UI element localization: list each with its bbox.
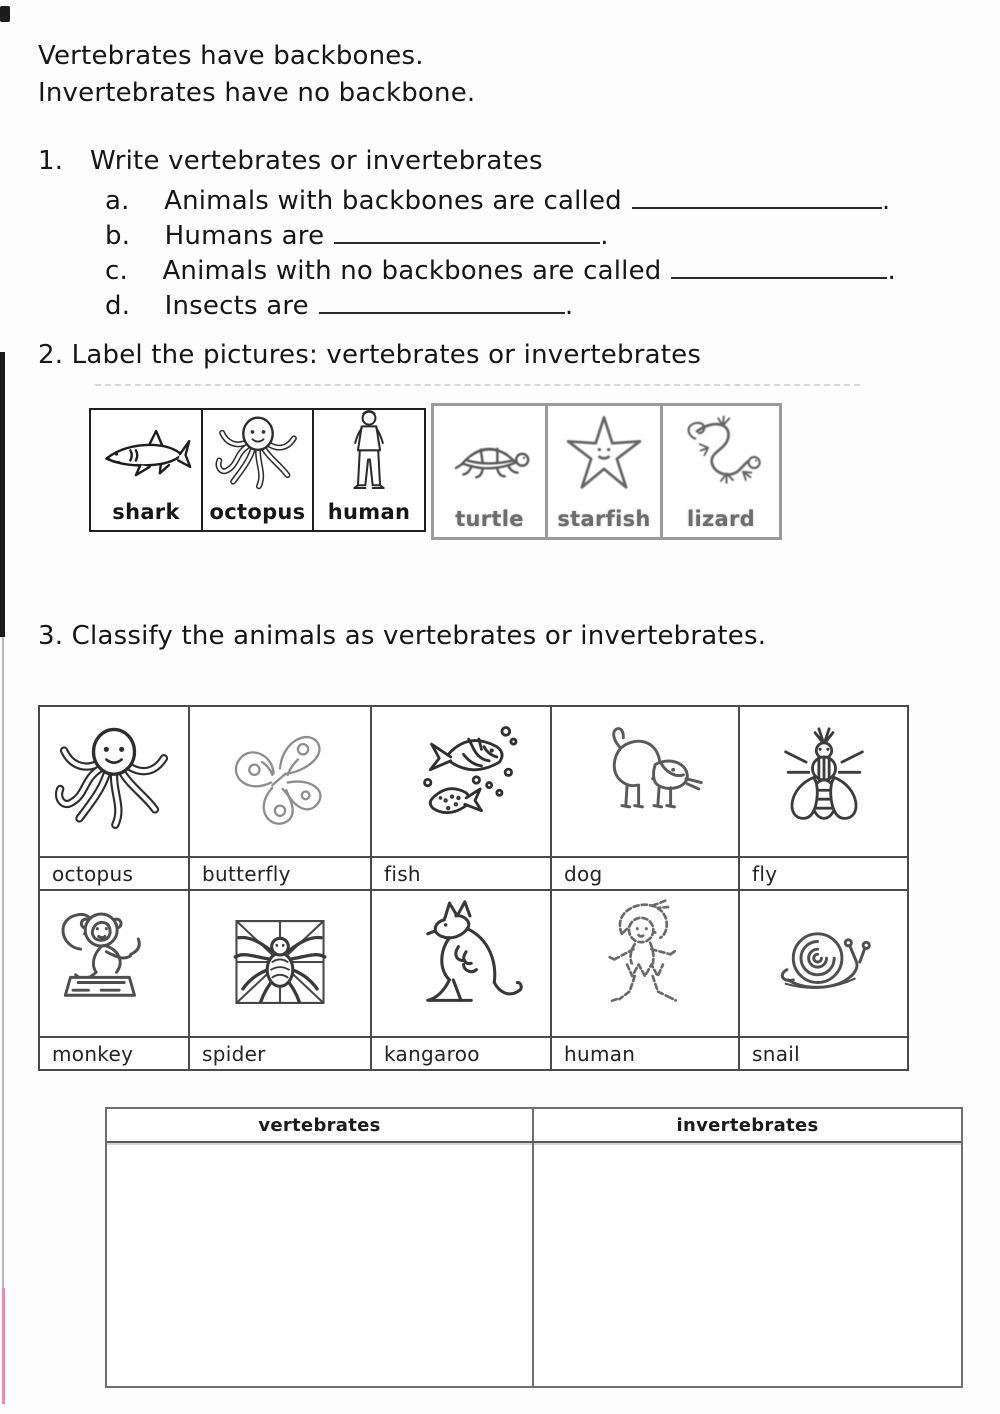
vertebrates-header: vertebrates xyxy=(107,1109,534,1141)
q3-cell-dog[interactable] xyxy=(552,707,740,858)
butterfly-icon xyxy=(216,716,344,848)
q3-cell-butterfly[interactable] xyxy=(190,707,372,858)
q2-cell-human[interactable] xyxy=(312,408,426,532)
q3-label-butterfly: butterfly xyxy=(190,858,372,891)
q1-item-a xyxy=(105,181,890,216)
q3-cell-spider[interactable] xyxy=(190,891,372,1038)
sorting-table-header xyxy=(107,1109,961,1143)
q1-item-d-letter: d. xyxy=(105,291,131,321)
octopus-icon xyxy=(203,408,313,500)
dog-icon xyxy=(581,716,709,848)
q1-item-c-letter: c. xyxy=(105,256,128,286)
q2-cell-shark[interactable] xyxy=(89,408,203,532)
q1-item-b-letter: b. xyxy=(105,221,131,251)
q2-label-turtle: turtle xyxy=(455,507,524,531)
q2-cell-turtle[interactable] xyxy=(431,403,548,540)
turtle-icon xyxy=(434,406,545,507)
q1-item-d-period: . xyxy=(564,291,574,321)
human-icon xyxy=(314,408,424,500)
q1-number: 1. xyxy=(38,146,64,176)
q1-item-b-period: . xyxy=(600,221,609,251)
q1-item-d-text: Insects are xyxy=(164,291,309,321)
q2-label-lizard: lizard xyxy=(687,507,755,531)
answer-blank-a[interactable] xyxy=(632,181,882,209)
q2-label-starfish: starfish xyxy=(557,507,651,531)
monkey-icon xyxy=(50,898,178,1030)
kangaroo-icon xyxy=(397,898,525,1030)
q2-label-octopus: octopus xyxy=(209,500,306,524)
fish-icon xyxy=(397,716,525,848)
human-child-icon xyxy=(581,898,709,1030)
q2-picture-strip-left xyxy=(89,408,426,532)
answer-blank-d[interactable] xyxy=(319,286,565,314)
answer-blank-b[interactable] xyxy=(334,216,600,244)
q1-item-c-text: Animals with no backbones are called xyxy=(162,256,662,286)
q1-item-a-text: Animals with backbones are called xyxy=(164,186,622,216)
intro-line-2: Invertebrates have no backbone. xyxy=(38,78,476,108)
q2-heading: 2. Label the pictures: vertebrates or invertebrates xyxy=(38,340,702,370)
q1-item-b-text: Humans are xyxy=(164,221,325,251)
q2-cell-lizard[interactable] xyxy=(660,403,782,540)
scan-artifact-line xyxy=(95,384,860,386)
scan-speck xyxy=(0,6,10,22)
q3-cell-monkey[interactable] xyxy=(40,891,190,1038)
fly-icon xyxy=(760,716,888,848)
q1-item-a-letter: a. xyxy=(105,186,130,216)
lizard-icon xyxy=(663,406,779,507)
q1-item-b xyxy=(105,216,609,251)
q3-cell-octopus[interactable] xyxy=(40,707,190,858)
octopus-icon xyxy=(50,716,178,848)
starfish-icon xyxy=(548,406,660,507)
q2-picture-strip-right xyxy=(431,403,782,540)
q3-label-spider: spider xyxy=(190,1038,372,1069)
q3-label-fly: fly xyxy=(740,858,907,891)
q3-cell-fly[interactable] xyxy=(740,707,907,858)
q3-classification-grid xyxy=(38,705,909,1071)
q2-label-human: human xyxy=(327,500,411,524)
q3-label-snail: snail xyxy=(752,1041,800,1066)
q3-cell-human[interactable] xyxy=(552,891,740,1038)
q1-prompt: Write vertebrates or invertebrates xyxy=(90,146,543,176)
q3-label-monkey: monkey xyxy=(40,1038,190,1069)
q1-item-c xyxy=(105,251,896,286)
q3-cell-snail[interactable] xyxy=(740,891,907,1038)
invertebrates-header: invertebrates xyxy=(676,1114,819,1136)
q3-cell-fish[interactable] xyxy=(372,707,552,858)
intro-line-1: Vertebrates have backbones. xyxy=(38,41,424,71)
sorting-table-body xyxy=(107,1143,961,1386)
q2-cell-octopus[interactable] xyxy=(201,408,315,532)
invertebrates-answer-cell[interactable] xyxy=(534,1143,961,1386)
q2-cell-starfish[interactable] xyxy=(545,403,663,540)
q3-label-kangaroo: kangaroo xyxy=(372,1038,552,1069)
q3-label-fish: fish xyxy=(372,858,552,891)
sorting-table xyxy=(105,1107,963,1388)
q3-cell-kangaroo[interactable] xyxy=(372,891,552,1038)
q3-label-dog: dog xyxy=(552,858,740,891)
vertebrates-answer-cell[interactable] xyxy=(107,1143,534,1386)
scan-edge-black xyxy=(0,352,5,637)
q2-label-shark: shark xyxy=(112,500,180,524)
shark-icon xyxy=(91,408,201,500)
answer-blank-c[interactable] xyxy=(671,251,887,279)
q3-heading: 3. Classify the animals as vertebrates or invertebrates. xyxy=(38,621,767,651)
q1-item-d xyxy=(105,286,573,321)
q1-item-c-period: . xyxy=(887,256,896,286)
spider-icon xyxy=(216,898,344,1030)
scan-edge-gray xyxy=(2,637,4,1288)
scan-edge-pink xyxy=(2,1288,5,1404)
q3-label-human: human xyxy=(552,1038,740,1069)
q1-item-a-period: . xyxy=(881,186,891,216)
snail-icon xyxy=(760,898,888,1030)
q3-label-octopus: octopus xyxy=(40,858,190,891)
